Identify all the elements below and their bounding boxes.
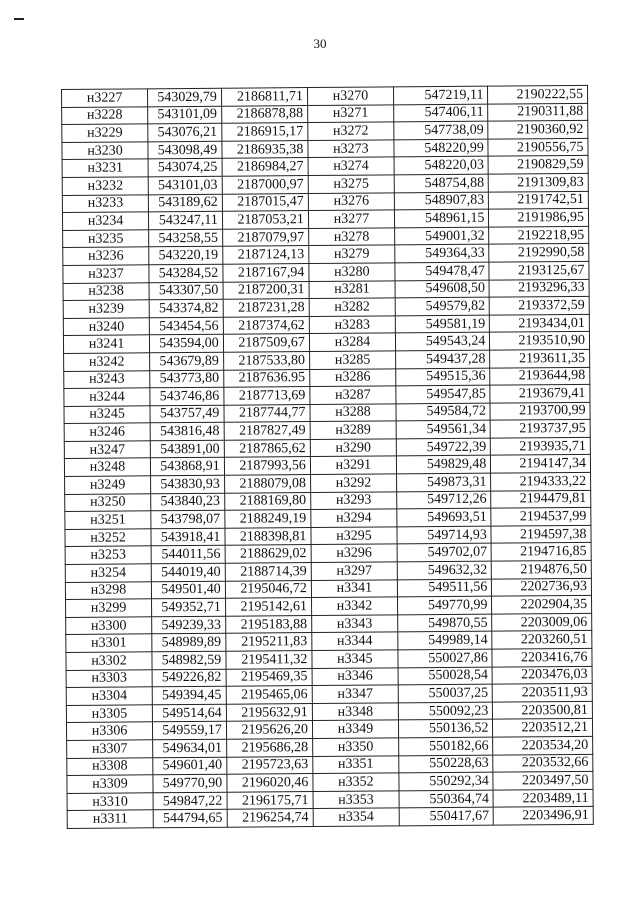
- table-cell-point-id: н3292: [310, 474, 396, 492]
- table-cell-x-coordinate: 544011,56: [151, 546, 225, 564]
- table-cell-y-coordinate: 2187000,97: [222, 176, 308, 194]
- table-cell-point-id: н3286: [310, 368, 396, 386]
- table-cell-y-coordinate: 2194597,38: [491, 525, 591, 543]
- table-cell-y-coordinate: 2202736,93: [492, 578, 592, 596]
- table-cell-x-coordinate: 543816,48: [150, 423, 224, 441]
- table-cell-x-coordinate: 543101,09: [148, 106, 222, 124]
- table-cell-x-coordinate: 543029,79: [148, 88, 222, 106]
- table-cell-point-id: н3289: [310, 421, 396, 439]
- table-cell-point-id: н3244: [64, 388, 150, 406]
- table-cell-x-coordinate: 543773,80: [150, 370, 224, 388]
- table-cell-y-coordinate: 2187079,97: [222, 228, 308, 246]
- table-cell-x-coordinate: 549001,32: [395, 227, 490, 245]
- table-cell-y-coordinate: 2193434,01: [490, 314, 590, 332]
- table-cell-point-id: н3310: [67, 793, 153, 811]
- table-cell-point-id: н3307: [67, 740, 153, 758]
- table-cell-y-coordinate: 2187231,28: [223, 299, 309, 317]
- table-cell-x-coordinate: 549608,50: [395, 280, 490, 298]
- table-cell-x-coordinate: 549632,32: [397, 561, 492, 579]
- table-cell-point-id: н3229: [62, 124, 148, 142]
- table-cell-y-coordinate: 2187053,21: [222, 211, 308, 229]
- table-cell-y-coordinate: 2203532,66: [493, 754, 593, 772]
- table-cell-x-coordinate: 544019,40: [151, 563, 225, 581]
- table-cell-y-coordinate: 2195469,35: [226, 668, 312, 686]
- table-cell-x-coordinate: 549543,24: [395, 332, 490, 350]
- table-cell-x-coordinate: 549770,90: [153, 774, 227, 792]
- table-cell-point-id: н3248: [64, 458, 150, 476]
- table-cell-y-coordinate: 2195465,06: [226, 686, 312, 704]
- coordinates-table-body: [62, 85, 594, 828]
- table-cell-x-coordinate: 543868,91: [151, 458, 225, 476]
- table-cell-y-coordinate: 2191309,83: [489, 173, 589, 191]
- table-cell-point-id: н3346: [312, 667, 398, 685]
- table-cell-y-coordinate: 2187636.95: [223, 369, 309, 387]
- table-cell-y-coordinate: 2192218,95: [489, 226, 589, 244]
- table-row: [67, 807, 593, 829]
- table-cell-point-id: н3271: [308, 104, 394, 122]
- table-cell-x-coordinate: 549514,64: [152, 704, 226, 722]
- table-cell-point-id: н3287: [310, 386, 396, 404]
- table-cell-point-id: н3354: [313, 808, 399, 826]
- table-cell-y-coordinate: 2195686,28: [226, 739, 312, 757]
- table-cell-y-coordinate: 2192990,58: [489, 244, 589, 262]
- table-cell-y-coordinate: 2188169,80: [224, 492, 310, 510]
- table-cell-x-coordinate: 550182,66: [399, 737, 494, 755]
- table-cell-point-id: н3254: [65, 564, 151, 582]
- table-cell-x-coordinate: 543594,00: [150, 335, 224, 353]
- table-cell-y-coordinate: 2187993,56: [224, 457, 310, 475]
- table-cell-x-coordinate: 550037,25: [398, 684, 493, 702]
- table-cell-y-coordinate: 2187744,77: [224, 404, 310, 422]
- table-cell-y-coordinate: 2188079,08: [224, 475, 310, 493]
- table-cell-y-coordinate: 2190222,55: [488, 85, 588, 103]
- table-cell-x-coordinate: 550417,67: [399, 807, 494, 825]
- table-cell-point-id: н3270: [307, 87, 393, 105]
- table-cell-point-id: н3237: [63, 265, 149, 283]
- table-cell-y-coordinate: 2188629,02: [225, 545, 311, 563]
- table-cell-point-id: н3232: [62, 177, 148, 195]
- table-cell-point-id: н3231: [62, 159, 148, 177]
- table-cell-y-coordinate: 2186878,88: [221, 105, 307, 123]
- table-cell-point-id: н3341: [311, 579, 397, 597]
- table-cell-point-id: н3297: [311, 562, 397, 580]
- table-cell-y-coordinate: 2202904,35: [492, 596, 592, 614]
- table-cell-y-coordinate: 2190556,75: [488, 138, 588, 156]
- table-cell-x-coordinate: 543220,19: [149, 247, 223, 265]
- table-cell-point-id: н3305: [66, 705, 152, 723]
- table-cell-point-id: н3238: [63, 282, 149, 300]
- table-cell-point-id: н3278: [308, 228, 394, 246]
- table-cell-y-coordinate: 2203512,21: [493, 719, 593, 737]
- table-cell-point-id: н3344: [312, 632, 398, 650]
- table-cell-x-coordinate: 549714,93: [397, 526, 492, 544]
- table-cell-x-coordinate: 549584,72: [396, 403, 491, 421]
- table-cell-point-id: н3306: [66, 722, 152, 740]
- table-cell-point-id: н3351: [313, 755, 399, 773]
- table-cell-y-coordinate: 2187124,13: [223, 246, 309, 264]
- table-cell-x-coordinate: 548961,15: [394, 209, 489, 227]
- table-cell-x-coordinate: 549501,40: [151, 581, 225, 599]
- table-cell-x-coordinate: 543098,49: [148, 141, 222, 159]
- table-cell-x-coordinate: 543076,21: [148, 123, 222, 141]
- table-cell-y-coordinate: 2203260,51: [492, 631, 592, 649]
- table-cell-x-coordinate: 543247,11: [149, 211, 223, 229]
- table-cell-y-coordinate: 2186984,27: [222, 158, 308, 176]
- table-cell-y-coordinate: 2187865,62: [224, 439, 310, 457]
- table-cell-point-id: н3290: [310, 439, 396, 457]
- table-cell-x-coordinate: 543746,86: [150, 387, 224, 405]
- table-cell-point-id: н3349: [312, 720, 398, 738]
- table-cell-y-coordinate: 2191986,95: [489, 209, 589, 227]
- table-cell-point-id: н3281: [309, 280, 395, 298]
- table-cell-point-id: н3347: [312, 685, 398, 703]
- table-cell-y-coordinate: 2195723,63: [227, 756, 313, 774]
- table-cell-x-coordinate: 543374,82: [149, 299, 223, 317]
- table-cell-y-coordinate: 2194333,22: [491, 472, 591, 490]
- table-cell-x-coordinate: 544794,65: [153, 810, 227, 828]
- table-cell-y-coordinate: 2193679,41: [490, 384, 590, 402]
- table-cell-x-coordinate: 543258,55: [149, 229, 223, 247]
- table-cell-x-coordinate: 543757,49: [150, 405, 224, 423]
- table-cell-x-coordinate: 547738,09: [394, 121, 489, 139]
- table-cell-y-coordinate: 2186935,38: [222, 140, 308, 158]
- table-cell-y-coordinate: 2193935,71: [491, 437, 591, 455]
- table-cell-point-id: н3275: [308, 175, 394, 193]
- table-cell-x-coordinate: 549515,36: [396, 368, 491, 386]
- table-cell-y-coordinate: 2193611,35: [490, 349, 590, 367]
- table-cell-x-coordinate: 549829,48: [396, 456, 491, 474]
- table-cell-y-coordinate: 2194537,99: [491, 508, 591, 526]
- table-cell-y-coordinate: 2187200,31: [223, 281, 309, 299]
- table-cell-point-id: н3300: [66, 617, 152, 635]
- table-cell-y-coordinate: 2203009,06: [492, 613, 592, 631]
- table-cell-point-id: н3239: [63, 300, 149, 318]
- table-cell-x-coordinate: 549478,47: [395, 262, 490, 280]
- table-cell-x-coordinate: 543918,41: [151, 528, 225, 546]
- table-cell-point-id: н3252: [65, 529, 151, 547]
- table-cell-x-coordinate: 543284,52: [149, 264, 223, 282]
- table-cell-point-id: н3299: [66, 599, 152, 617]
- table-cell-y-coordinate: 2193700,99: [490, 402, 590, 420]
- table-cell-x-coordinate: 543840,23: [151, 493, 225, 511]
- table-cell-y-coordinate: 2193737,95: [491, 420, 591, 438]
- table-cell-point-id: н3342: [311, 597, 397, 615]
- table-cell-x-coordinate: 548754,88: [394, 174, 489, 192]
- table-cell-y-coordinate: 2203496,91: [494, 807, 594, 825]
- table-cell-point-id: н3251: [65, 511, 151, 529]
- table-cell-y-coordinate: 2203416,76: [492, 648, 592, 666]
- table-cell-point-id: н3228: [62, 106, 148, 124]
- table-cell-point-id: н3311: [67, 810, 153, 828]
- table-cell-x-coordinate: 550092,23: [398, 702, 493, 720]
- table-cell-x-coordinate: 543679,89: [150, 352, 224, 370]
- table-cell-y-coordinate: 2194479,81: [491, 490, 591, 508]
- table-cell-x-coordinate: 549352,71: [152, 598, 226, 616]
- table-cell-y-coordinate: 2187713,69: [224, 387, 310, 405]
- table-cell-point-id: н3234: [62, 212, 148, 230]
- table-cell-x-coordinate: 549601,40: [153, 757, 227, 775]
- table-cell-x-coordinate: 549581,19: [395, 315, 490, 333]
- table-cell-y-coordinate: 2195626,20: [226, 721, 312, 739]
- table-cell-point-id: н3277: [308, 210, 394, 228]
- table-cell-point-id: н3272: [308, 122, 394, 140]
- table-cell-x-coordinate: 550364,74: [399, 790, 494, 808]
- scan-mark: [14, 18, 24, 20]
- table-cell-point-id: н3285: [309, 351, 395, 369]
- table-cell-x-coordinate: 550136,52: [398, 720, 493, 738]
- table-cell-point-id: н3243: [64, 370, 150, 388]
- table-cell-y-coordinate: 2203511,93: [493, 684, 593, 702]
- table-cell-x-coordinate: 543891,00: [150, 440, 224, 458]
- table-cell-x-coordinate: 547406,11: [394, 104, 489, 122]
- table-cell-y-coordinate: 2195411,32: [226, 651, 312, 669]
- table-cell-point-id: н3250: [65, 493, 151, 511]
- table-cell-point-id: н3302: [66, 652, 152, 670]
- table-cell-x-coordinate: 549770,99: [397, 596, 492, 614]
- table-cell-point-id: н3288: [310, 404, 396, 422]
- table-cell-x-coordinate: 548907,83: [394, 192, 489, 210]
- table-cell-point-id: н3343: [312, 615, 398, 633]
- table-cell-point-id: н3294: [311, 509, 397, 527]
- table-cell-point-id: н3309: [67, 775, 153, 793]
- table-cell-y-coordinate: 2193510,90: [490, 332, 590, 350]
- table-cell-point-id: н3247: [64, 441, 150, 459]
- table-cell-y-coordinate: 2187533,80: [223, 351, 309, 369]
- table-cell-x-coordinate: 549561,34: [396, 420, 491, 438]
- table-cell-point-id: н3348: [312, 703, 398, 721]
- table-cell-point-id: н3304: [66, 687, 152, 705]
- table-cell-x-coordinate: 549559,17: [153, 722, 227, 740]
- table-cell-point-id: н3240: [63, 318, 149, 336]
- table-cell-y-coordinate: 2196175,71: [227, 791, 313, 809]
- table-cell-y-coordinate: 2188398,81: [225, 527, 311, 545]
- table-cell-x-coordinate: 549634,01: [153, 739, 227, 757]
- table-cell-x-coordinate: 543189,62: [148, 194, 222, 212]
- table-cell-y-coordinate: 2186915,17: [222, 123, 308, 141]
- table-cell-point-id: н3241: [63, 335, 149, 353]
- table-cell-x-coordinate: 549873,31: [397, 473, 492, 491]
- table-cell-point-id: н3245: [64, 405, 150, 423]
- table-cell-point-id: н3273: [308, 140, 394, 158]
- table-cell-x-coordinate: 550027,86: [398, 649, 493, 667]
- table-cell-y-coordinate: 2191742,51: [489, 191, 589, 209]
- table-cell-y-coordinate: 2190311,88: [488, 103, 588, 121]
- table-cell-x-coordinate: 549239,33: [152, 616, 226, 634]
- table-cell-y-coordinate: 2203476,03: [492, 666, 592, 684]
- table-cell-x-coordinate: 549226,82: [152, 669, 226, 687]
- table-cell-x-coordinate: 549847,22: [153, 792, 227, 810]
- table-cell-x-coordinate: 550292,34: [399, 772, 494, 790]
- table-cell-point-id: н3227: [62, 89, 148, 107]
- coordinates-table: [61, 85, 594, 829]
- table-cell-point-id: н3279: [309, 245, 395, 263]
- table-cell-x-coordinate: 549702,07: [397, 544, 492, 562]
- table-cell-point-id: н3284: [309, 333, 395, 351]
- table-cell-y-coordinate: 2195632,91: [226, 703, 312, 721]
- table-cell-y-coordinate: 2193644,98: [490, 367, 590, 385]
- table-cell-x-coordinate: 550228,63: [399, 755, 494, 773]
- table-cell-point-id: н3352: [313, 773, 399, 791]
- table-cell-point-id: н3246: [64, 423, 150, 441]
- table-cell-point-id: н3291: [310, 456, 396, 474]
- table-cell-point-id: н3301: [66, 634, 152, 652]
- table-cell-y-coordinate: 2187015,47: [222, 193, 308, 211]
- table-cell-y-coordinate: 2187167,94: [223, 263, 309, 281]
- table-cell-point-id: н3293: [311, 492, 397, 510]
- table-cell-y-coordinate: 2188714,39: [225, 563, 311, 581]
- table-cell-x-coordinate: 548220,03: [394, 157, 489, 175]
- table-cell-x-coordinate: 543074,25: [148, 159, 222, 177]
- table-cell-point-id: н3236: [63, 247, 149, 265]
- table-cell-x-coordinate: 543307,50: [149, 282, 223, 300]
- table-cell-point-id: н3308: [67, 757, 153, 775]
- table-cell-point-id: н3296: [311, 544, 397, 562]
- table-cell-x-coordinate: 549364,33: [395, 244, 490, 262]
- table-cell-point-id: н3253: [65, 546, 151, 564]
- table-cell-point-id: н3353: [313, 791, 399, 809]
- table-cell-y-coordinate: 2195142,61: [225, 598, 311, 616]
- table-cell-point-id: н3274: [308, 157, 394, 175]
- table-cell-x-coordinate: 549579,82: [395, 297, 490, 315]
- table-cell-x-coordinate: 548989,89: [152, 634, 226, 652]
- table-cell-y-coordinate: 2190829,59: [488, 156, 588, 174]
- table-cell-y-coordinate: 2195183,88: [225, 615, 311, 633]
- table-cell-point-id: н3235: [63, 230, 149, 248]
- table-cell-point-id: н3233: [62, 194, 148, 212]
- table-cell-x-coordinate: 543830,93: [151, 475, 225, 493]
- table-cell-x-coordinate: 549511,56: [397, 579, 492, 597]
- table-cell-y-coordinate: 2187374,62: [223, 316, 309, 334]
- table-cell-point-id: н3249: [65, 476, 151, 494]
- table-cell-x-coordinate: 550028,54: [398, 667, 493, 685]
- table-cell-y-coordinate: 2190360,92: [488, 121, 588, 139]
- table-cell-y-coordinate: 2187827,49: [224, 422, 310, 440]
- table-cell-x-coordinate: 543798,07: [151, 510, 225, 528]
- table-cell-y-coordinate: 2203500,81: [493, 701, 593, 719]
- table-cell-x-coordinate: 549870,55: [398, 614, 493, 632]
- table-cell-y-coordinate: 2188249,19: [225, 510, 311, 528]
- table-cell-x-coordinate: 548982,59: [152, 651, 226, 669]
- table-cell-x-coordinate: 549722,39: [396, 438, 491, 456]
- table-cell-y-coordinate: 2193372,59: [490, 296, 590, 314]
- table-cell-y-coordinate: 2194147,34: [491, 455, 591, 473]
- table-cell-point-id: н3303: [66, 669, 152, 687]
- table-cell-point-id: н3345: [312, 650, 398, 668]
- table-cell-y-coordinate: 2193125,67: [489, 261, 589, 279]
- table-cell-y-coordinate: 2203497,50: [493, 772, 593, 790]
- table-cell-y-coordinate: 2186811,71: [221, 88, 307, 106]
- table-cell-point-id: н3230: [62, 142, 148, 160]
- table-cell-point-id: н3298: [65, 581, 151, 599]
- table-cell-x-coordinate: 549437,28: [396, 350, 491, 368]
- table-cell-y-coordinate: 2196020,46: [227, 774, 313, 792]
- table-cell-x-coordinate: 547219,11: [393, 86, 488, 104]
- table-cell-point-id: н3242: [64, 353, 150, 371]
- page-number: 30: [313, 36, 327, 51]
- table-cell-x-coordinate: 549693,51: [397, 508, 492, 526]
- table-cell-point-id: н3282: [309, 298, 395, 316]
- table-cell-y-coordinate: 2196254,74: [227, 809, 313, 827]
- table-cell-y-coordinate: 2193296,33: [489, 279, 589, 297]
- table-cell-point-id: н3276: [308, 192, 394, 210]
- table-cell-point-id: н3280: [309, 263, 395, 281]
- table-cell-y-coordinate: 2203534,20: [493, 736, 593, 754]
- table-cell-y-coordinate: 2203489,11: [493, 789, 593, 807]
- table-cell-point-id: н3283: [309, 316, 395, 334]
- table-cell-x-coordinate: 549547,85: [396, 385, 491, 403]
- table-cell-y-coordinate: 2195046,72: [225, 580, 311, 598]
- table-cell-x-coordinate: 543454,56: [149, 317, 223, 335]
- table-cell-point-id: н3295: [311, 527, 397, 545]
- table-cell-x-coordinate: 549989,14: [398, 632, 493, 650]
- table-cell-y-coordinate: 2194876,50: [492, 560, 592, 578]
- table-cell-point-id: н3350: [312, 738, 398, 756]
- table-cell-x-coordinate: 549394,45: [152, 686, 226, 704]
- table-cell-x-coordinate: 548220,99: [394, 139, 489, 157]
- table-cell-y-coordinate: 2195211,83: [226, 633, 312, 651]
- table-cell-x-coordinate: 549712,26: [397, 491, 492, 509]
- table-cell-x-coordinate: 543101,03: [148, 176, 222, 194]
- table-cell-y-coordinate: 2194716,85: [491, 543, 591, 561]
- table-cell-y-coordinate: 2187509,67: [223, 334, 309, 352]
